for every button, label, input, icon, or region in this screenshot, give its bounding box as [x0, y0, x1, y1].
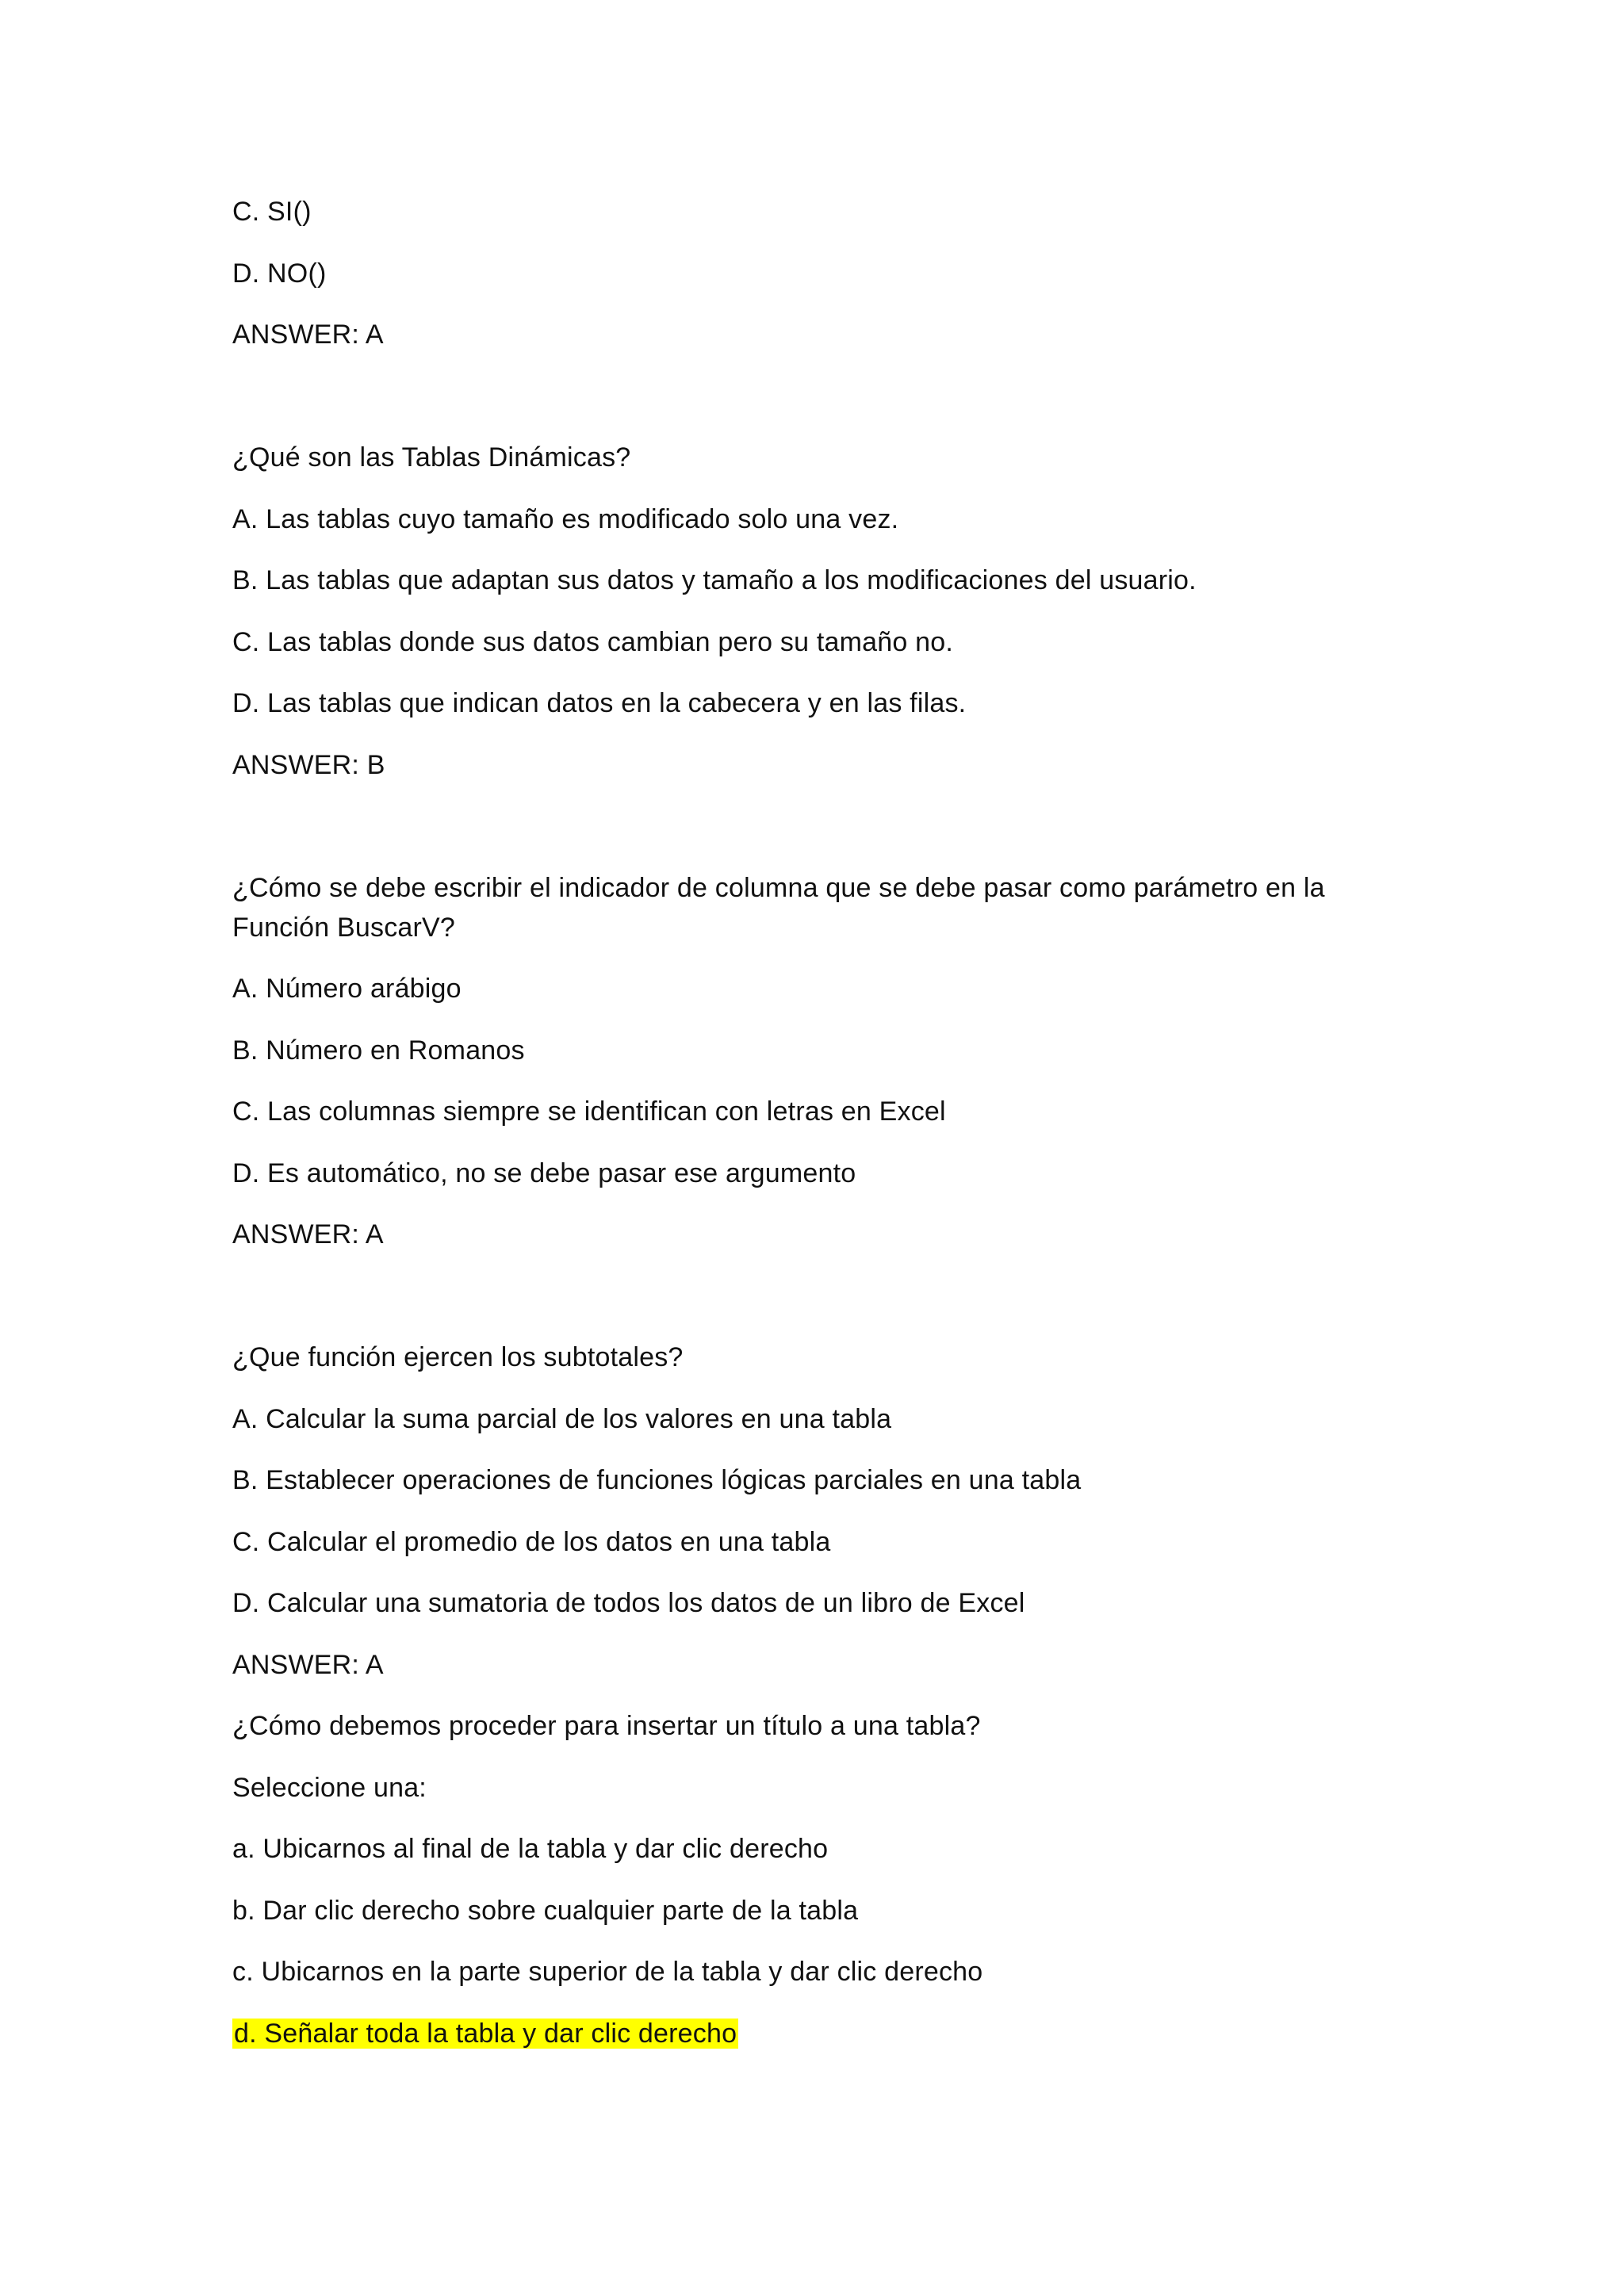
q2-question-line2: Función BuscarV? [232, 913, 456, 943]
q1-option-d: D. Las tablas que indican datos en la cabecera y en las filas. [232, 688, 967, 718]
q4-option-b: b. Dar clic derecho sobre cualquier parte de la tabla [232, 1896, 859, 1926]
q3-option-a: A. Calcular la suma parcial de los valores en una tabla [232, 1404, 892, 1434]
q4-option-d-highlighted: d. Señalar toda la tabla y dar clic derecho [234, 2019, 737, 2049]
q4-prompt: Seleccione una: [232, 1773, 427, 1803]
q4-question: ¿Cómo debemos proceder para insertar un título a una tabla? [232, 1711, 981, 1741]
q2-option-c: C. Las columnas siempre se identifican con letras en Excel [232, 1096, 946, 1127]
q2-question-line1: ¿Cómo se debe escribir el indicador de columna que se debe pasar como parámetro en la [232, 873, 1325, 903]
q1-option-a: A. Las tablas cuyo tamaño es modificado solo una vez. [232, 504, 899, 534]
q3-option-b: B. Establecer operaciones de funciones lógicas parciales en una tabla [232, 1465, 1082, 1495]
q3-question: ¿Que función ejercen los subtotales? [232, 1342, 684, 1372]
q4-option-a: a. Ubicarnos al final de la tabla y dar clic derecho [232, 1834, 829, 1864]
q4-option-c: c. Ubicarnos en la parte superior de la tabla y dar clic derecho [232, 1957, 983, 1987]
q1-answer: ANSWER: B [232, 750, 385, 780]
q3-option-d: D. Calcular una sumatoria de todos los datos de un libro de Excel [232, 1588, 1025, 1618]
q2-option-b: B. Número en Romanos [232, 1035, 525, 1066]
q0-answer: ANSWER: A [232, 320, 384, 350]
q3-option-c: C. Calcular el promedio de los datos en una tabla [232, 1527, 831, 1557]
q1-option-c: C. Las tablas donde sus datos cambian pero su tamaño no. [232, 627, 953, 657]
q2-option-d: D. Es automático, no se debe pasar ese argumento [232, 1158, 856, 1188]
q4-option-d-container [232, 2014, 738, 2053]
q3-answer: ANSWER: A [232, 1650, 384, 1680]
q0-option-c: C. SI() [232, 197, 312, 227]
q1-question: ¿Qué son las Tablas Dinámicas? [232, 442, 631, 473]
q2-option-a: A. Número arábigo [232, 974, 462, 1004]
q0-option-d: D. NO() [232, 258, 327, 289]
q1-option-b: B. Las tablas que adaptan sus datos y tamaño a los modificaciones del usuario. [232, 565, 1197, 595]
q2-answer: ANSWER: A [232, 1219, 384, 1249]
